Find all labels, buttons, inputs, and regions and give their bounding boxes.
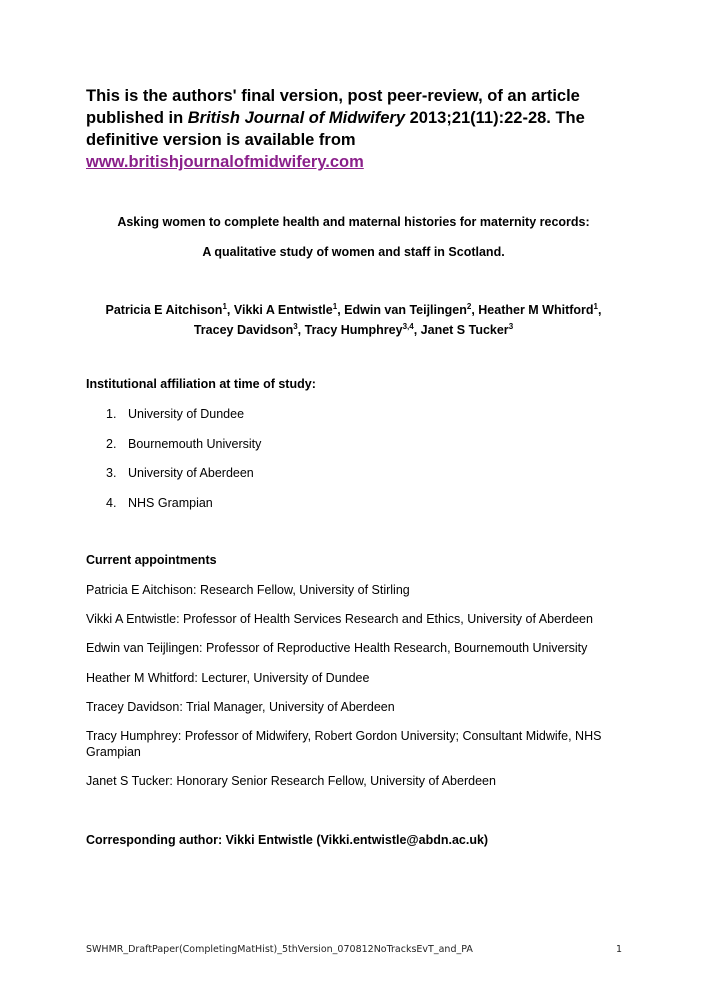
- notice-line-2-pre: published in: [86, 109, 188, 127]
- list-item: 1. University of Dundee: [106, 407, 245, 421]
- version-notice: [86, 85, 626, 173]
- author: Janet S Tucker$^3$: [420, 321, 514, 337]
- notice-line-3: definitive version is available from: [86, 131, 356, 149]
- author: Vikki A Entwistle$^1$,: [233, 301, 345, 317]
- journal-link[interactable]: www.britishjournalofmidwifery.com: [86, 153, 364, 171]
- notice-line-2: [86, 107, 626, 129]
- list-item: Patricia E Aitchison: Research Fellow, University of Stirling: [86, 583, 410, 597]
- list-item: Vikki A Entwistle: Professor of Health Services Research and Ethics, University of Aberdeen: [86, 612, 593, 627]
- author: Tracey Davidson$^3$,: [193, 321, 305, 337]
- page-number: 1: [615, 944, 622, 955]
- list-item: Tracy Humphrey: Professor of Midwifery, Robert Gordon University; Consultant Midwife, NHS Grampian: [86, 728, 602, 759]
- list-item: Heather M Whitford: Lecturer, University of Dundee: [86, 670, 370, 685]
- list-item: Edwin van Teijlingen: Professor of Reproductive Health Research, Bournemouth University: [86, 641, 588, 656]
- footer-filename: SWHMR_DraftPaper(CompletingMatHist)_5thVersion_070812NoTracksEvT_and_PA: [86, 944, 473, 955]
- appointments-list: [86, 582, 646, 802]
- author: Tracy Humphrey$^{3,4}$,: [304, 321, 421, 337]
- list-item: Tracey Davidson: Trial Manager, University of Aberdeen: [86, 699, 395, 714]
- list-item: 3. University of Aberdeen: [106, 466, 254, 480]
- page-footer: [86, 944, 622, 955]
- notice-line-1: This is the authors' final version, post peer-review, of an article: [86, 87, 580, 105]
- list-item: Janet S Tucker: Honorary Senior Research Fellow, University of Aberdeen: [86, 774, 496, 789]
- journal-name: British Journal of Midwifery: [187, 109, 406, 127]
- author: Heather M Whitford$^1$,: [478, 301, 602, 317]
- affiliation-list: [106, 407, 261, 525]
- paper-title-line-1: Asking women to complete health and maternal histories for maternity records:: [117, 215, 590, 229]
- corresponding-author: Corresponding author: Vikki Entwistle (Vikki.entwistle@abdn.ac.uk): [86, 833, 489, 847]
- list-item: 2. Bournemouth University: [106, 436, 262, 451]
- affiliation-heading: Institutional affiliation at time of study:: [86, 377, 316, 391]
- paper-title-line-2: A qualitative study of women and staff in Scotland.: [202, 245, 505, 259]
- list-item: 4. NHS Grampian: [106, 495, 213, 510]
- author: Patricia E Aitchison$^1$,: [105, 301, 234, 317]
- author-list: [60, 300, 647, 340]
- author: Edwin van Teijlingen$^2$,: [344, 301, 479, 317]
- notice-line-2-post: 2013;21(11):22-28. The: [405, 109, 585, 127]
- appointments-heading: Current appointments: [86, 553, 217, 567]
